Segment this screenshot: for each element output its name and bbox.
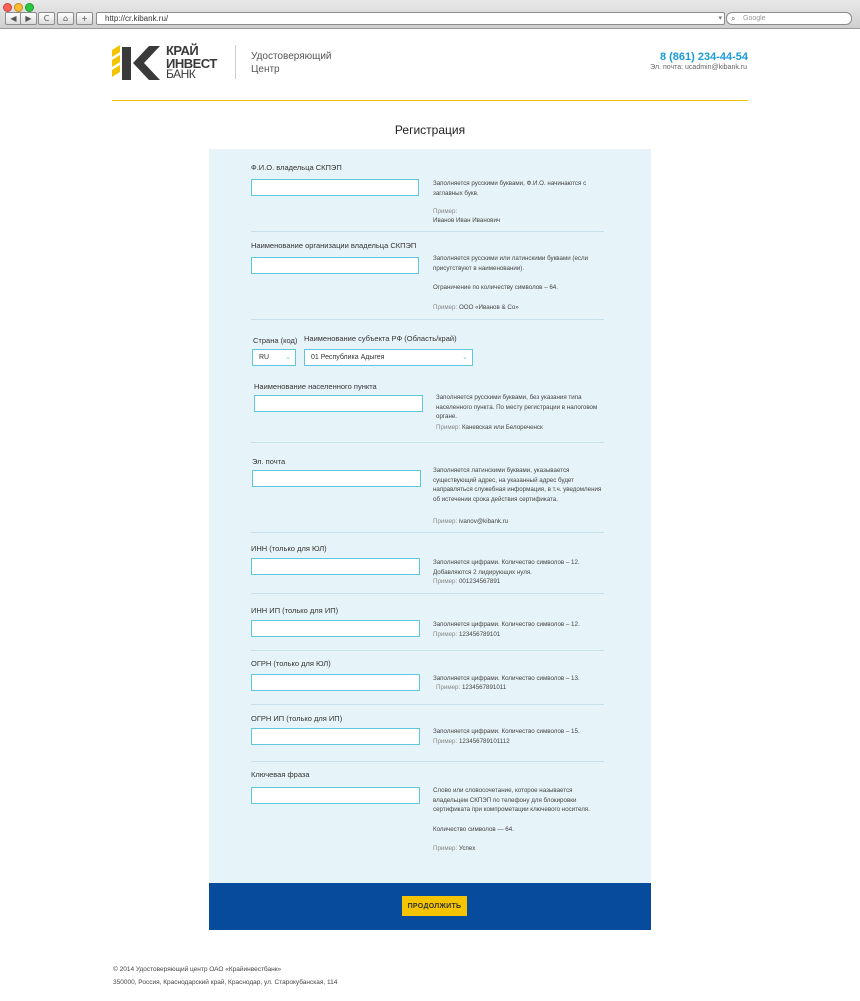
browser-search-placeholder: Google <box>743 15 766 22</box>
fio-hint: Заполняется русскими буквами, Ф.И.О. начинаются с заглавных букв. <box>433 180 587 197</box>
ogrn-ul-label: ОГРН (только для ЮЛ) <box>251 659 331 668</box>
ogrn-ul-example-label: Пример: <box>436 684 461 691</box>
locality-example: Каневская или Белореченск <box>461 424 543 431</box>
ogrn-ip-input[interactable] <box>251 728 420 745</box>
chevron-down-icon: ⌄ <box>285 353 291 361</box>
locality-input[interactable] <box>254 395 423 412</box>
ogrn-ul-input[interactable] <box>251 674 420 691</box>
search-icon: ⌕ <box>731 14 736 23</box>
address-bar[interactable] <box>96 12 725 25</box>
contact-email: Эл. почта: ucadmin@kibank.ru <box>650 64 747 71</box>
browser-search-field[interactable] <box>726 12 852 25</box>
ogrn-ip-example: 123456789101112 <box>458 738 510 745</box>
org-example: ООО «Иванов & Co» <box>458 304 519 311</box>
address-url: http://cr.kibank.ru/ <box>105 14 169 23</box>
inn-ip-hint: Заполняется цифрами. Количество символов – 12. <box>433 621 580 628</box>
org-example-label: Пример: <box>433 304 458 311</box>
center-title-line2: Центр <box>251 64 280 75</box>
separator <box>251 761 604 762</box>
email-label: Эл. почта <box>252 457 286 466</box>
country-select[interactable] <box>252 349 296 366</box>
reload-button[interactable]: C <box>38 12 55 25</box>
inn-ul-label: ИНН (только для ЮЛ) <box>251 544 327 553</box>
ogrn-ip-example-label: Пример: <box>433 738 458 745</box>
address-dropdown-icon[interactable]: ▾ <box>718 15 722 22</box>
separator <box>251 231 604 232</box>
ogrn-ul-hint: Заполняется цифрами. Количество символов – 13. <box>433 675 580 682</box>
inn-ip-example: 123456789101 <box>458 631 501 638</box>
fio-label: Ф.И.О. владельца СКПЭП <box>251 163 342 172</box>
page-title: Регистрация <box>394 123 466 137</box>
keyphrase-example: Успех <box>458 845 476 852</box>
inn-ip-input[interactable] <box>251 620 420 637</box>
chevron-down-icon: ⌄ <box>462 353 468 361</box>
ogrn-ul-example: 1234567891011 <box>461 684 507 691</box>
ogrn-ip-hint: Заполняется цифрами. Количество символов – 15. <box>433 728 580 735</box>
separator <box>251 650 604 651</box>
keyphrase-input[interactable] <box>251 787 420 804</box>
keyphrase-limit: Количество символов — 64. <box>433 826 514 833</box>
org-limit: Ограничение по количеству символов – 64. <box>433 284 558 291</box>
keyphrase-hint: Слово или словосочетание, которое называется владельцем СКПЭП по телефону для блокировки сертификата при компрометации ключевого носителя. <box>433 787 590 813</box>
org-input[interactable] <box>251 257 419 274</box>
separator <box>251 532 604 533</box>
keyphrase-example-label: Пример: <box>433 845 458 852</box>
separator <box>251 442 604 443</box>
country-value: RU <box>259 354 270 361</box>
window-minimize-button[interactable] <box>14 3 23 12</box>
inn-ul-input[interactable] <box>251 558 420 575</box>
continue-button[interactable]: ПРОДОЛЖИТЬ <box>402 896 467 916</box>
org-hint: Заполняется русскими или латинскими буквами (если присутствуют в наименовании). <box>433 255 589 272</box>
separator <box>251 593 604 594</box>
inn-ul-hint: Заполняется цифрами. Количество символов – 12. Добавляются 2 лидирующих нуля. <box>433 559 580 576</box>
fio-example-label: Пример: <box>433 208 458 215</box>
forward-button[interactable]: ▶ <box>20 12 37 25</box>
email-example: ivanov@kibank.ru <box>458 518 509 525</box>
inn-ul-example-label: Пример: <box>433 578 458 585</box>
window-close-button[interactable] <box>3 3 12 12</box>
browser-toolbar <box>0 0 860 29</box>
footer-copyright: © 2014 Удостоверяющий центр ОАО «Крайинвестбанк» <box>113 966 282 973</box>
logo-text-line3: БАНК <box>166 67 196 81</box>
region-select[interactable] <box>304 349 473 366</box>
logo-text-line2: ИНВЕСТ <box>166 56 217 71</box>
email-hint: Заполняется латинскими буквами, указывается существующий адрес, на указанный адрес будет направляться служебная информация, в т.ч. уведомления об истечении срока действия сертификата. <box>433 467 602 503</box>
org-label: Наименование организации владельца СКПЭП <box>251 241 417 250</box>
region-value: 01 Республика Адыгея <box>311 354 385 361</box>
inn-ip-example-label: Пример: <box>433 631 458 638</box>
separator <box>251 704 604 705</box>
header-divider <box>235 45 236 79</box>
logo-text-line1: КРАЙ <box>166 43 199 58</box>
footer-address: 350000, Россия, Краснодарский край, Краснодар, ул. Старокубанская, 114 <box>113 979 338 986</box>
country-label: Страна (код) <box>253 336 298 345</box>
ogrn-ip-label: ОГРН ИП (только для ИП) <box>251 714 343 723</box>
center-title <box>251 50 332 76</box>
separator <box>251 319 604 320</box>
keyphrase-label: Ключевая фраза <box>251 770 310 779</box>
email-example-label: Пример: <box>433 518 458 525</box>
home-button[interactable]: ⌂ <box>57 12 74 25</box>
fio-example: Иванов Иван Иванович <box>433 217 501 224</box>
add-bookmark-button[interactable]: + <box>76 12 93 25</box>
locality-example-label: Пример: <box>436 424 461 431</box>
inn-ip-label: ИНН ИП (только для ИП) <box>251 606 339 615</box>
header-underline <box>112 100 748 101</box>
fio-input[interactable] <box>251 179 419 196</box>
window-zoom-button[interactable] <box>25 3 34 12</box>
inn-ul-example: 001234567891 <box>458 578 501 585</box>
back-button[interactable]: ◀ <box>5 12 22 25</box>
region-label: Наименование субъекта РФ (Область/край) <box>304 334 457 343</box>
locality-label: Наименование населенного пункта <box>254 382 377 391</box>
bank-logo-icon[interactable] <box>111 44 161 82</box>
locality-hint: Заполняется русскими буквами, без указания типа населенного пункта. По месту регистрации в налоговом органе. <box>436 394 598 420</box>
email-input[interactable] <box>252 470 421 487</box>
center-title-line1: Удостоверяющий <box>251 51 332 62</box>
phone-number: 8 (861) 234-44-54 <box>659 51 748 63</box>
